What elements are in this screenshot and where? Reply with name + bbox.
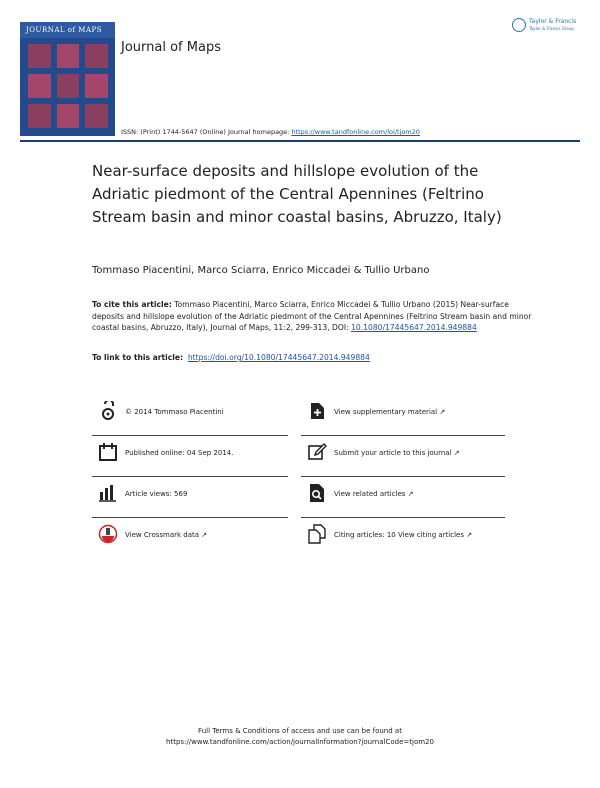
cell-divider [301,517,505,518]
cover-tile [28,74,51,98]
journal-homepage-link[interactable]: https://www.tandfonline.com/loi/tjom20 [291,128,420,136]
issn-line [121,128,420,136]
citing-articles-link[interactable]: Citing articles: 10 View citing articles ↗ [334,531,473,539]
info-row [92,478,505,519]
submit-cell[interactable] [301,437,505,477]
supplementary-file-icon [307,401,327,421]
doi-link[interactable]: 10.1080/17445647.2014.949884 [351,323,477,332]
cover-tile [85,104,108,128]
publisher-name: Taylor & Francis [529,18,577,25]
publisher-subname: Taylor & Francis Group [529,26,574,31]
open-access-icon [98,401,118,421]
article-title: Near-surface deposits and hillslope evolution of the Adriatic piedmont of the Central Apennines (Feltrino Stream basin and minor coastal basins, Abruzzo, Italy) [92,162,502,226]
info-row [92,437,505,478]
info-row [92,396,505,437]
published-date: Published online: 04 Sep 2014. [125,449,234,457]
info-row [92,519,505,560]
cover-tile [57,44,80,68]
cover-tiles [28,44,108,128]
cover-masthead: JOURNAL of MAPS [20,22,115,38]
citing-cell[interactable] [301,519,505,559]
copyright-text: © 2014 Tommaso Piacentini [125,408,224,416]
crossmark-icon [98,524,118,544]
supplementary-link[interactable]: View supplementary material ↗ [334,408,446,416]
link-label: To link to this article: [92,353,184,362]
cover-tile [85,74,108,98]
publisher-logo-icon [512,18,526,32]
journal-title: Journal of Maps [121,40,221,55]
cover-tile [28,44,51,68]
publisher-logo [512,17,587,37]
open-access-cell [92,396,288,436]
submit-article-link[interactable]: Submit your article to this journal ↗ [334,449,460,457]
edit-pencil-icon [307,442,327,462]
views-cell [92,478,288,518]
citation-label: To cite this article: [92,300,172,309]
footer-terms-text: Full Terms & Conditions of access and use can be found at [198,727,402,735]
article-link-line [92,353,370,362]
cell-divider [92,435,288,436]
supplementary-cell[interactable] [301,396,505,436]
search-document-icon [307,483,327,503]
bar-chart-icon [98,483,118,503]
published-cell [92,437,288,477]
footer-terms-url[interactable]: https://www.tandfonline.com/action/journalInformation?journalCode=tjom20 [166,738,434,746]
article-views: Article views: 569 [125,490,188,498]
citation-text: Tommaso Piacentini, Marco Sciarra, Enrico Miccadei & Tullio Urbano (2015) Near-surface deposits and hillslope evolution of the Adriatic piedmont of the Central Apennines (Feltrino Stream basin and minor coastal basins, Abruzzo, Italy), Journal of Maps, 11:2, 299-313, DOI: [92,300,532,332]
related-cell[interactable] [301,478,505,518]
calendar-icon [98,442,118,462]
issn-text: ISSN: (Print) 1744-5647 (Online) Journal homepage: [121,128,292,136]
cover-tile [85,44,108,68]
cell-divider [92,476,288,477]
article-authors: Tommaso Piacentini, Marco Sciarra, Enrico Miccadei & Tullio Urbano [92,265,430,276]
cover-tile [28,104,51,128]
footer [0,726,600,748]
citation-block [92,299,537,334]
header-divider [20,140,580,142]
related-articles-link[interactable]: View related articles ↗ [334,490,414,498]
journal-cover-image [20,22,115,136]
citing-documents-icon [307,524,327,544]
article-doi-url-link[interactable]: https://doi.org/10.1080/17445647.2014.949884 [187,353,370,362]
crossmark-cell[interactable] [92,519,288,559]
cell-divider [301,476,505,477]
cover-tile [57,74,80,98]
cover-tile [57,104,80,128]
cell-divider [92,517,288,518]
crossmark-link[interactable]: View Crossmark data ↗ [125,531,208,539]
cell-divider [301,435,505,436]
